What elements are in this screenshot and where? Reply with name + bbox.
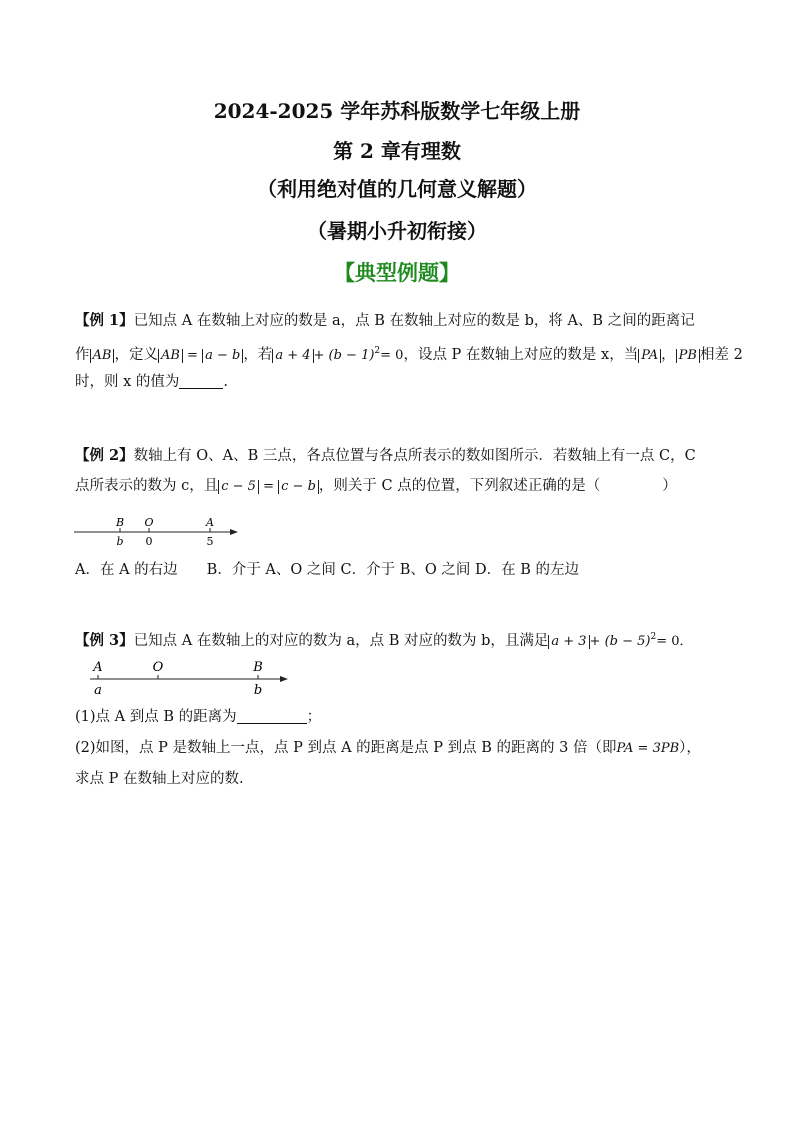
ex2-label-0: 0 <box>145 535 153 548</box>
abs-pb: PB <box>676 349 700 363</box>
ex1-line-1 <box>75 305 725 336</box>
number-line-ex2 <box>72 512 242 552</box>
ex1-l3-prefix: 时，则 x 的值为 <box>75 374 180 390</box>
ex3-label-b: b <box>253 683 263 698</box>
title-line-2: 第 2 章有理数 <box>333 139 461 163</box>
abs-ab-2: AB <box>158 349 183 363</box>
ex3-label-A: A <box>93 660 103 675</box>
abs-c-minus-b: c − b <box>278 480 319 494</box>
ex3-text-1: 已知点 A 在数轴上的对应的数为 a，点 B 对应的数为 b，且满足 <box>133 633 549 649</box>
ex2-label-b: b <box>116 535 124 548</box>
abs-pa: PA <box>638 349 661 363</box>
ex3-q2-line-1 <box>75 733 725 764</box>
ex3-q2-end: ）， <box>679 740 701 756</box>
ex3-q1 <box>75 702 725 733</box>
b-minus-1-term: + (b − 1) <box>313 348 375 363</box>
square-exponent-1: 2 <box>374 346 381 356</box>
title-line-4: （暑期小升初衔接） <box>307 219 487 243</box>
ex2-label-B: B <box>115 516 125 529</box>
eq-zero-2: = 0． <box>656 634 693 649</box>
title-line-3: （利用绝对值的几何意义解题） <box>257 177 537 201</box>
ex1-l2-prefix: 作 <box>75 347 90 363</box>
ex1-l2-if: ，若 <box>243 347 273 363</box>
number-line-ex3 <box>88 656 298 698</box>
ex3-q2-formula: PA = 3PB <box>616 741 680 756</box>
ex3-q2-line-2: 求点 P 在数轴上对应的数. <box>75 771 244 787</box>
ex3-q1-prefix: (1)点 A 到点 B 的距离为 <box>75 709 237 725</box>
ex2-paren-close: ） <box>662 478 677 494</box>
ex1-l2-end: 相差 2 <box>699 347 743 363</box>
ex3-label-B: B <box>253 660 263 675</box>
answer-blank-3[interactable] <box>237 707 307 724</box>
ex2-label-5: 5 <box>206 535 214 548</box>
ex2-label-O: O <box>144 516 154 529</box>
ex2-line-2: 点所表示的数为 c，且 c − 5 = c − b ，则关于 C 点的位置，下列叙述正确的是（ ） <box>75 478 677 494</box>
ex2-line-1 <box>75 440 725 471</box>
ex2-options-line: A．在 A 的右边 B．介于 A、O 之间 C．介于 B、O 之间 D．在 B 的左边 <box>75 562 579 578</box>
abs-ab: AB <box>90 349 115 363</box>
ex1-l2-define: ，定义 <box>114 347 158 363</box>
section-heading: 【典型例题】 <box>334 260 460 285</box>
ex3-tag: 【例 3】 <box>75 632 134 649</box>
b-minus-5-term: + (b − 5) <box>589 634 651 649</box>
ex1-l3-end: . <box>223 374 229 390</box>
abs-a-plus-4: a + 4 <box>272 349 313 363</box>
title-line-1: 2024-2025 学年苏科版数学七年级上册 <box>213 99 581 123</box>
abs-c-minus-5: c − 5 <box>218 480 259 494</box>
square-exponent-2: 2 <box>650 632 657 642</box>
ex1-comma: ， <box>661 347 676 363</box>
ex1-tag: 【例 1】 <box>75 312 134 329</box>
ex2-text-1: 数轴上有 O、A、B 三点，各点位置与各点所表示的数如图所示．若数轴上有一点 C，C <box>133 448 696 464</box>
abs-a-minus-b: a − b <box>202 349 243 363</box>
ex2-tag: 【例 2】 <box>75 447 134 464</box>
ex1-text-1: 已知点 A 在数轴上对应的数是 a，点 B 在数轴上对应的数是 b，将 A、B 之间的距离记 <box>133 313 695 329</box>
eq-zero-1: = 0 <box>380 348 404 363</box>
example-3 <box>75 622 725 653</box>
ex3-label-O: O <box>152 660 164 675</box>
ex1-line-2: 作 AB ，定义 AB = a − b ，若 $a + 4 + (b - 1)^2= 0$，设点 P 在数轴上对应的数是 x，当 PA ， PB 相差 2 <box>75 346 743 363</box>
ex1-l2-suffix: ，设点 P 在数轴上对应的数是 x，当 <box>403 347 639 363</box>
ex2-label-A: A <box>206 516 214 529</box>
abs-a-plus-3: a + 3 <box>548 635 589 649</box>
ex3-q1-end: ； <box>306 709 322 725</box>
ex3-q2-prefix: (2)如图，点 P 是数轴上一点，点 P 到点 A 的距离是点 P 到点 B 的距离的 3 倍（即 <box>75 740 617 756</box>
ex2-l2-suffix: ，则关于 C 点的位置，下列叙述正确的是（ <box>318 478 601 494</box>
ex3-line-1 <box>75 622 725 653</box>
example-1 <box>75 305 743 398</box>
ex2-options <box>75 555 725 586</box>
ex3-label-a: a <box>94 683 102 698</box>
ex2-l2-prefix: 点所表示的数为 c，且 <box>75 478 219 494</box>
answer-blank-1[interactable] <box>179 372 223 389</box>
ex1-line-3 <box>75 367 725 398</box>
example-2 <box>75 440 725 502</box>
title-block <box>0 100 794 286</box>
ex3-questions <box>75 702 725 795</box>
